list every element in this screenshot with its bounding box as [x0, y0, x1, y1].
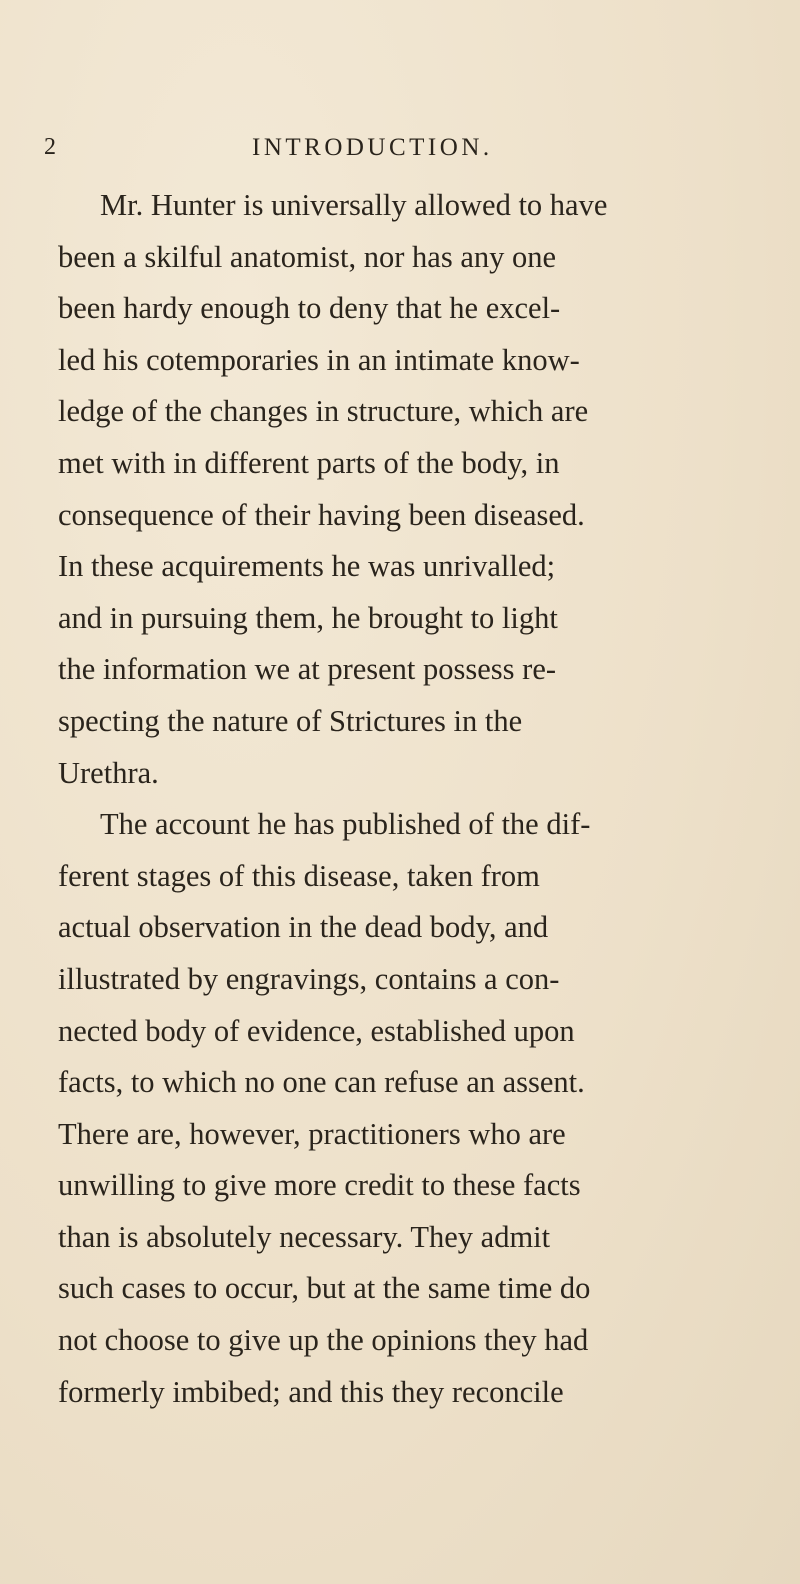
text-line: unwilling to give more credit to these facts [58, 1168, 581, 1203]
text-line: The account he has published of the dif- [100, 807, 591, 842]
text-line: Mr. Hunter is universally allowed to have [100, 188, 608, 222]
text-line: and in pursuing them, he brought to light [58, 600, 558, 635]
text-line: ledge of the changes in structure, which are [58, 394, 589, 429]
running-head [40, 126, 760, 166]
text-line: such cases to occur, but at the same time do [58, 1271, 591, 1306]
text-line: ferent stages of this disease, taken from [58, 858, 540, 893]
text-line: illustrated by engravings, contains a con- [58, 961, 560, 996]
text-line: not choose to give up the opinions they had [58, 1323, 589, 1358]
text-line: nected body of evidence, established upon [58, 1013, 575, 1048]
text-line: formerly imbibed; and this they reconcile [58, 1374, 564, 1409]
text-line: consequence of their having been diseased. [58, 497, 585, 532]
text-line: the information we at present possess re- [58, 652, 557, 687]
text-line: There are, however, practitioners who are [58, 1116, 566, 1151]
text-line: been a skilful anatomist, nor has any one [58, 239, 557, 274]
text-line: met with in different parts of the body, in [58, 445, 560, 480]
text-line: led his cotemporaries in an intimate know- [58, 342, 580, 377]
text-line: Urethra. [58, 755, 159, 790]
body-text [58, 180, 770, 1418]
running-head-title: INTRODUCTION. [252, 134, 493, 161]
page-number: 2 [44, 134, 57, 160]
text-line: been hardy enough to deny that he excel- [58, 291, 561, 326]
text-line: specting the nature of Strictures in the [58, 703, 523, 738]
text-line: facts, to which no one can refuse an assent. [58, 1065, 585, 1100]
text-line: In these acquirements he was unrivalled; [58, 549, 556, 584]
text-line: than is absolutely necessary. They admit [58, 1219, 551, 1254]
text-line: actual observation in the dead body, and [58, 910, 549, 945]
